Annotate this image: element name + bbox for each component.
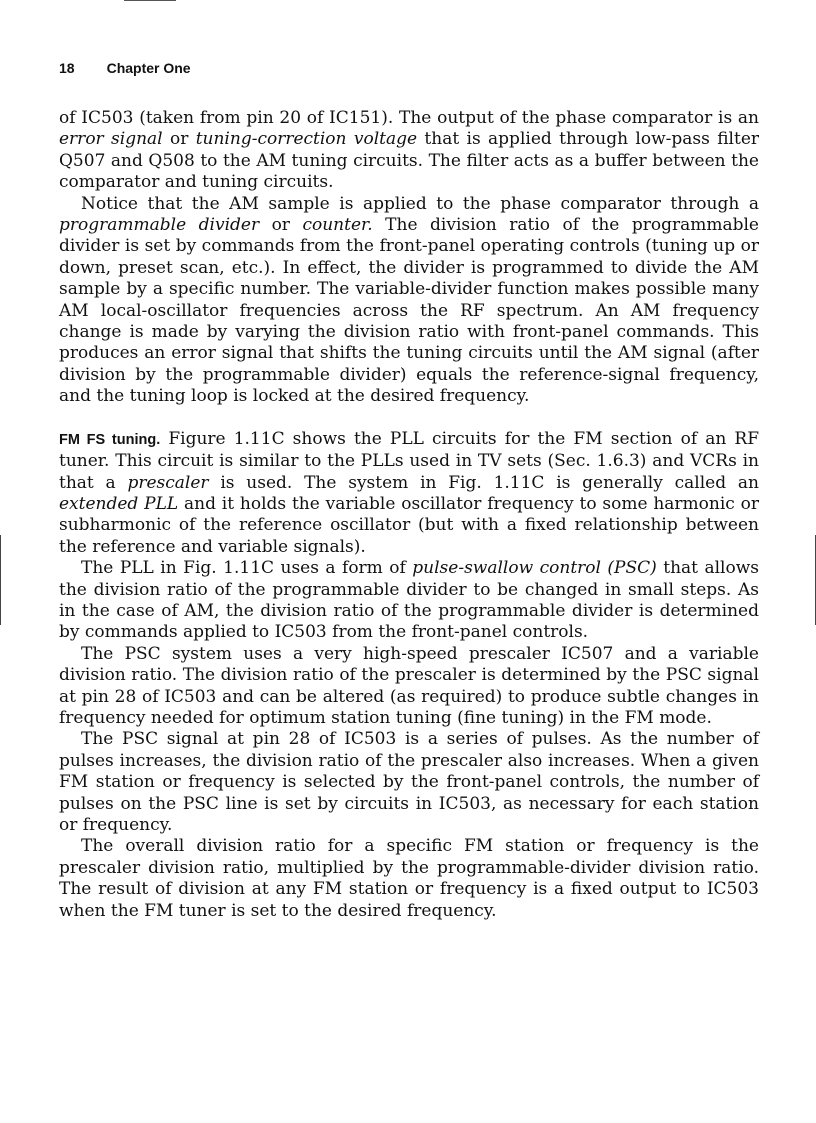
- paragraph: [59, 429, 759, 558]
- paragraph: The PSC signal at pin 28 of IC503 is a series of pulses. As the number of pulses increases, the division ratio of the prescaler also increases. When a given FM station or frequency is selected by the front-panel controls, the number of pulses on the PSC line is set by circuits in IC503, as necessary for each station or frequency.: [59, 729, 759, 835]
- paragraph: [59, 558, 759, 644]
- top-rule: [124, 0, 176, 1]
- section-heading: FM FS tuning.: [59, 431, 161, 448]
- text-run: is used. The system in Fig. 1.11C is generally called an: [208, 472, 759, 493]
- paragraph: The overall division ratio for a specific FM station or frequency is the prescaler division ratio, multiplied by the programmable-divider division ratio. The result of division at any FM station or frequency is a fixed output to IC503 when the FM tuner is set to the desired frequency.: [59, 836, 759, 921]
- text-run: that allows the division ratio of the programmable divider to be changed in small steps. As in the case of AM, the division ratio of the programmable divider is determined by commands applied to IC503 from the front-panel controls.: [59, 558, 760, 643]
- emphasis: programmable divider: [59, 215, 260, 236]
- emphasis: error signal: [59, 129, 163, 150]
- text-run: or: [259, 215, 303, 236]
- text-run: and it holds the variable oscillator frequency to some harmonic or subharmonic of the reference oscillator (but with a fixed relationship between the reference and variable signals).: [59, 493, 760, 557]
- text-run: of IC503 (taken from pin 20 of IC151). The output of the phase comparator is an: [59, 108, 759, 128]
- paragraph: [59, 194, 759, 408]
- text-run: Notice that the AM sample is applied to the phase comparator through a: [81, 193, 759, 214]
- text-run: The division ratio of the programmable divider is set by commands from the front-panel operating controls (tuning up or down, preset scan, etc.). In effect, the divider is programmed to divide the AM sample by a specific number. The variable-divider function makes possible many AM local-oscillator frequencies across the RF spectrum. An AM frequency change is made by varying the division ratio with front-panel commands. This produces an error signal that shifts the tuning circuits until the AM signal (after division by the programmable divider) equals the reference-signal frequency, and the tuning loop is locked at the desired frequency.: [59, 215, 759, 407]
- emphasis: counter.: [302, 215, 373, 236]
- left-margin-mark: [0, 535, 1, 625]
- text-run: The PLL in Fig. 1.11C uses a form of: [81, 558, 413, 579]
- page-body: [59, 108, 759, 922]
- running-header: [59, 60, 191, 76]
- emphasis: extended PLL: [59, 493, 179, 514]
- text-run: that is applied through low-pass filter Q507 and Q508 to the AM tuning circuits. The filter acts as a buffer between the comparator and tuning circuits.: [59, 129, 759, 193]
- emphasis: tuning-correction voltage: [195, 129, 418, 150]
- text-run: or: [162, 129, 196, 150]
- emphasis: prescaler: [127, 472, 209, 493]
- paragraph: The PSC system uses a very high-speed prescaler IC507 and a variable division ratio. The division ratio of the prescaler is determined by the PSC signal at pin 28 of IC503 and can be altered (as required) to produce subtle changes in frequency needed for optimum station tuning (fine tuning) in the FM mode.: [59, 643, 759, 728]
- emphasis: pulse-swallow control (PSC): [412, 558, 657, 579]
- paragraph: [59, 108, 759, 194]
- page-number: 18: [59, 60, 75, 76]
- chapter-title: Chapter One: [106, 60, 191, 76]
- text-run: Figure 1.11C shows the PLL circuits for the FM section of an RF tuner. This circuit is similar to the PLLs used in TV sets (Sec. 1.6.3) and VCRs in that a: [59, 428, 759, 493]
